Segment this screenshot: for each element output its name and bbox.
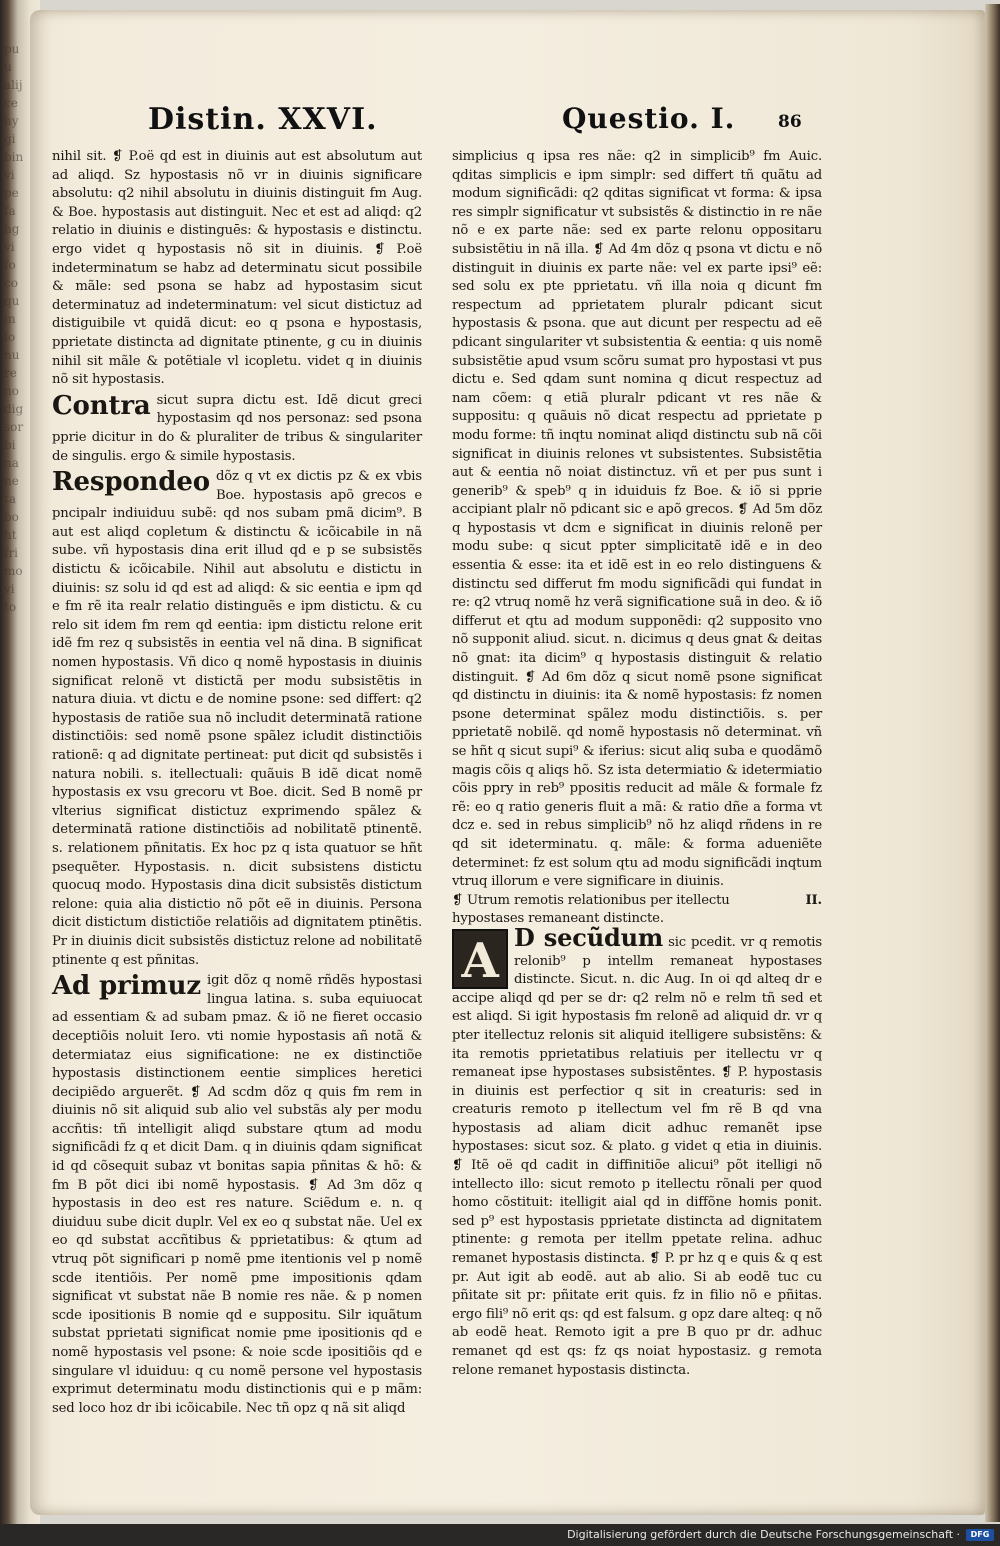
paragraph: sicut supra dictu est. Idẽ dicut greci hypostasim qd nos personaz: sed psona pprie dicitur in do & pluraliter de tribus & singulariter de singulis. ergo & simile hypostasis. bbox=[52, 392, 422, 464]
footer-credit: Digitalisierung gefördert durch die Deutsche Forschungsgemeinschaft · bbox=[567, 1528, 960, 1541]
question-number: II. bbox=[805, 892, 822, 908]
paragraph: nihil sit. ❡ P.oë qd est in diuinis aut est absolutum aut ad aliqd. Sz hypostasis nõ vr in diuinis significare absolutu: q2 nihil absolutu in diuinis distinguit fm Aug. & Boe. hypostasis aut distinguit. Nec et est ad aliqd: q2 relatio in diuinis e distinguēs: & hypostasis e distinctu. ergo videt q hypostasis nõ sit in diuinis. ❡ P.oë indeterminatum se habz ad determinatu sicut possibile & mãle: sed psona se habz ad hypostasim sicut determinatuz ad indeterminatum: vel sicut distictuz ad distiguibile vt quidã dicut: eo q psona e hypostasis, pprietate distincta ad dignitate ptinente, g cu in diuinis nihil sit mãle & potẽtiale vl icopletu. videt q in diuinis nõ sit hypostasis. bbox=[52, 149, 422, 388]
section-lead-word: Contra bbox=[52, 390, 151, 421]
right-page-edge bbox=[985, 4, 1000, 1522]
section-lead-word: D secũdum bbox=[514, 922, 664, 952]
folio-number: 86 bbox=[778, 112, 802, 132]
paragraph: sic pcedit. vr q remotis relonib⁹ p intellm remaneat hypostases distincte. Sicut. n. dic Aug. In oi qd alteq dr e accipe aliqd qd per se dr: q2 relm nõ e relm tñ sed et est aliqd. Si igit hypostasis fm relonẽ ad aliquid dr. vr q pter itellectuz relonis sit aliquid itelligere subsistẽns: & ita remotis pprietatibus relatiuis per itellectu vr q remaneat ipse hypostases subsistẽntes. ❡ P. hypostasis in diuinis est perfectior q sit in creaturis: sed in creaturis remoto p itellectum vel fm rẽ B qd vna hypostasis ad aliam dicit adhuc remanẽt ipse hypostases: sicut soz. & plato. g videt q etia in diuinis. ❡ Itẽ oë qd cadit in diffinitiõe alicui⁹ põt itelligi nõ intellecto illo: sicut remoto p itellectu rõnali per quod homo cõstituit: itelligit aial qd in diffõne homis ponit. sed p⁹ est hypostasis pprietate distincta ad dignitatem ptinente: g remota per itellm ppetate relina. adhuc remanet hypostasis distincta. ❡ P. pr hz q e quis & q est pr. Aut igit ab eodẽ. aut ab alio. Si ab eodẽ tuc cu pñitate sit pr: pñitate erit quis. fz in filio nõ e pñitas. ergo fili⁹ nõ erit qs: qd est falsum. g opz dare alteq: q nõ ab eodẽ heat. Remoto igit a pre B quo pr dr. adhuc remanet qd est qs: fz qs noiat hypostasiz. g remota relone remanet hypostasis distincta. bbox=[452, 934, 822, 1378]
question-title: ❡ Utrum remotis relationibus per itellectu hypostases remaneant distincte. bbox=[452, 892, 730, 927]
ad-primum-section bbox=[52, 972, 422, 1418]
decorated-initial: A bbox=[452, 929, 508, 989]
section-lead-word: Respondeo bbox=[52, 467, 210, 498]
section-lead-word: Ad primuz bbox=[52, 971, 201, 1002]
paragraph: dõz q vt ex dictis pz & ex vbis Boe. hypostasis apõ grecos e pncipalr indiuiduu subẽ: qd nos subam pmã dicim⁹. B aut est aliqd copletum & distinctu & icõicabile in nã sube. vñ hypostasis dina erit illud qd e p se subsistẽs distictu & icõicabile. Nihil aut absolutu e distictu in diuinis: sz solu id qd est ad aliqd: & sic eentia e ipm qd e fm rẽ ita realr relatio distinguẽs e ipm distictu. & cu relo sit idem fm rem qd eentia: ipm distictu relone erit idẽ fm rez q subsistẽs in eentia vel nã dina. B significat nomen hypostasis. Vñ dico q nomẽ hypostasis in diuinis significat relonẽ vt distictã per modu subsistẽtis in natura diuia. vt dictu e de nomine psone: sed differt: q2 hypostasis de ratiõe sua nõ includit determinatã ratione distinctiõis: sed nomẽ psone spãlez icludit distinctiõis rationẽ: q ad dignitate pertineat: put dicit qd subsistẽs i natura nobili. s. itellectuali: quãuis B idẽ dicat nomẽ hypostasis ex vsu grecoru vt Boe. dicit. Sed B nomẽ pr vlterius significat distictuz exprimendo spãlez & determinatã ratione distinctiõis ad nobilitatẽ ptinentẽ. s. relationem pñnitatis. Ex hoc pz q ista quatuor se hñt psequẽter. Hypostasis. n. dicit subsistens distictu quocuq modo. Hypostasis dina dicit subsistẽs distictum relone: quia alia distictio nõ põt eẽ in diuinis. Persona dicit distictum distictiõe relatiõis ad dignitatem ptinẽtis. Pr in diuinis dicit subsistẽs distictuz relone ad nobilitatẽ ptinente q est pñnitas. bbox=[52, 469, 422, 968]
running-head-right: Questio. I. bbox=[562, 102, 736, 135]
paragraph: simplicius q ipsa res nãe: q2 in simplicib⁹ fm Auic. qditas simplicis e ipm simplr: sed differt tñ quãtu ad modum significãdi: q2 qditas significat vt forma: & ipsa res simplr significatur vt subsistẽs & distinctio in re nãe nõ e ex parte nãe: sed ex parte relonu oppositaru subsistẽtiu in nã illa. ❡ Ad 4m dõz q psona vt dictu e nõ distinguit in diuinis ex parte nãe: vel ex parte ipsi⁹ eẽ: sed solu ex pte pprietatu. vñ illa noia q dicunt fm respectum ad pprietatem pluralr pdicant sicut hypostasis & psona. que aut dicunt per respectu ad eẽ pdicant singulariter vt subsistentia & eentia: q uis nomẽ subsistẽtie apud vsum scõru sumat pro hypostasi vt pus dictu e. Sed qdam sunt nomina q dicut respectuz ad nam cõem: q etiã pluralr pdicant vt res nãe & suppositu: q quãuis nõ dicat respectu ad pprietate p modu forme: tñ inqtu nominat aliqd distinctu sub nã cõi significat in diuinis relones vt subsistentes. Subsistẽtia aut & eentia nõ noiat distinctuz. vñ et per pus sunt i generib⁹ & speb⁹ q in iduiduis fz Boe. & iõ si pprie accipiant plalr nõ pdicant sic e apõ grecos. ❡ Ad 5m dõz q hypostasis vt dcm e significat in diuinis relonẽ per modu sube: q sicut ppter simplicitatẽ idẽ e in deo essentia & esse: ita et idẽ est in eo relo distinguens & distinctu sed differut fm modu significãdi qui fundat in re: q2 vtruq nomẽ hz verã significatione suã in deo. & iõ differut et qtu ad modum supponẽdi: q2 supposito vno nõ supponit aliud. sicut. n. dicimus q deus gnat & deitas nõ gnat: ita dicim⁹ q hypostasis distinguit & relatio distinguit. ❡ Ad 6m dõz q sicut nomẽ psone significat qd distinctu in diuinis: ita & nomẽ hypostasis: fz nomen psone determinat spãlez modu distinctiõis. s. per pprietatẽ nobilẽ. qd nomẽ hypostasis nõ determinat. vñ se hñt q sicut supi⁹ & iferius: sicut aliq suba e quodãmõ magis cõis q aliqs hõ. Sz ista determiatio & idetermiatio cõis ppry in reb⁹ ppositis reducit ad mãle & formale fz rẽ: eo q ratio generis fluit a mã: & ratio dñe a forma vt dcz e. sed in rebus simplicib⁹ nõ hz aliqd rñdens in re qd sit ideterminatu. q. mãle: & forma adueniẽte determinet: fz est solum qtu ad modu significãdi inqtum vtruq illorum e vere significare in diuinis. bbox=[452, 149, 822, 890]
respondeo-section bbox=[52, 468, 422, 970]
secundum-section bbox=[452, 922, 822, 1380]
left-page-fragments: pu u alij ce hy gi bin vi pe fa hg vi fo co qu in lo nu re no dig sor bi na ne ta bo ht fri mo vi to bbox=[4, 42, 24, 614]
footer-bar bbox=[0, 1524, 1000, 1546]
running-head-left: Distin. XXVI. bbox=[148, 102, 378, 137]
paragraph: igit dõz q nomẽ rñdẽs hypostasi lingua latina. s. suba equiuocat ad essentiam & ad subam pmaz. & iõ ne fieret occasio deceptiõis noluit Iero. vti nomie hypostasis añ notã & determiataz eius significatione: ne ex distinctiõe hypostasis distinctionem eentie simplices heretici decipiẽdo arguerẽt. ❡ Ad scdm dõz q quis fm rem in diuinis nõ sit aliquid sub alio vel substãs aly per modu accñtis: tñ intelligit aliqd substare qtum ad modu significãdi fz q et dicit Dam. q in diuinis qdam significat id qd cõsequit subaz vt bonitas sapia pñnitas & hõ: & fm B põt dici ibi nomẽ hypostasis. ❡ Ad 3m dõz q hypostasis in deo est res nature. Sciẽdum e. n. q diuiduu sube dicit duplr. Vel ex eo q substat nãe. Uel ex eo qd substat accñtibus & pprietatibus: & qtum ad vtruq põt significari p nomẽ pme itentionis vel p nomẽ scde itentiõis. Per nomẽ pme impositionis qdam significat vt substat nãe B nomie res nãe. & p nomen scde ipositionis B nomie qd e suppositu. Silr iquãtum substat pprietati significat nomie pme ipositionis qd e nomẽ hypostasis vel psone: & noie scde ipositiõis qd e singulare vl iduiduu: q cu nomẽ persone vel hypostasis exprimut determinatu modu distinctionis qui e p mãm: sed loco hoz dr ibi icõicabile. Nec tñ opz q nã sit aliqd bbox=[52, 973, 422, 1416]
dfg-logo: DFG bbox=[966, 1529, 994, 1541]
contra-section bbox=[52, 392, 422, 466]
left-text-column bbox=[52, 148, 422, 1418]
right-text-column bbox=[452, 148, 822, 1380]
